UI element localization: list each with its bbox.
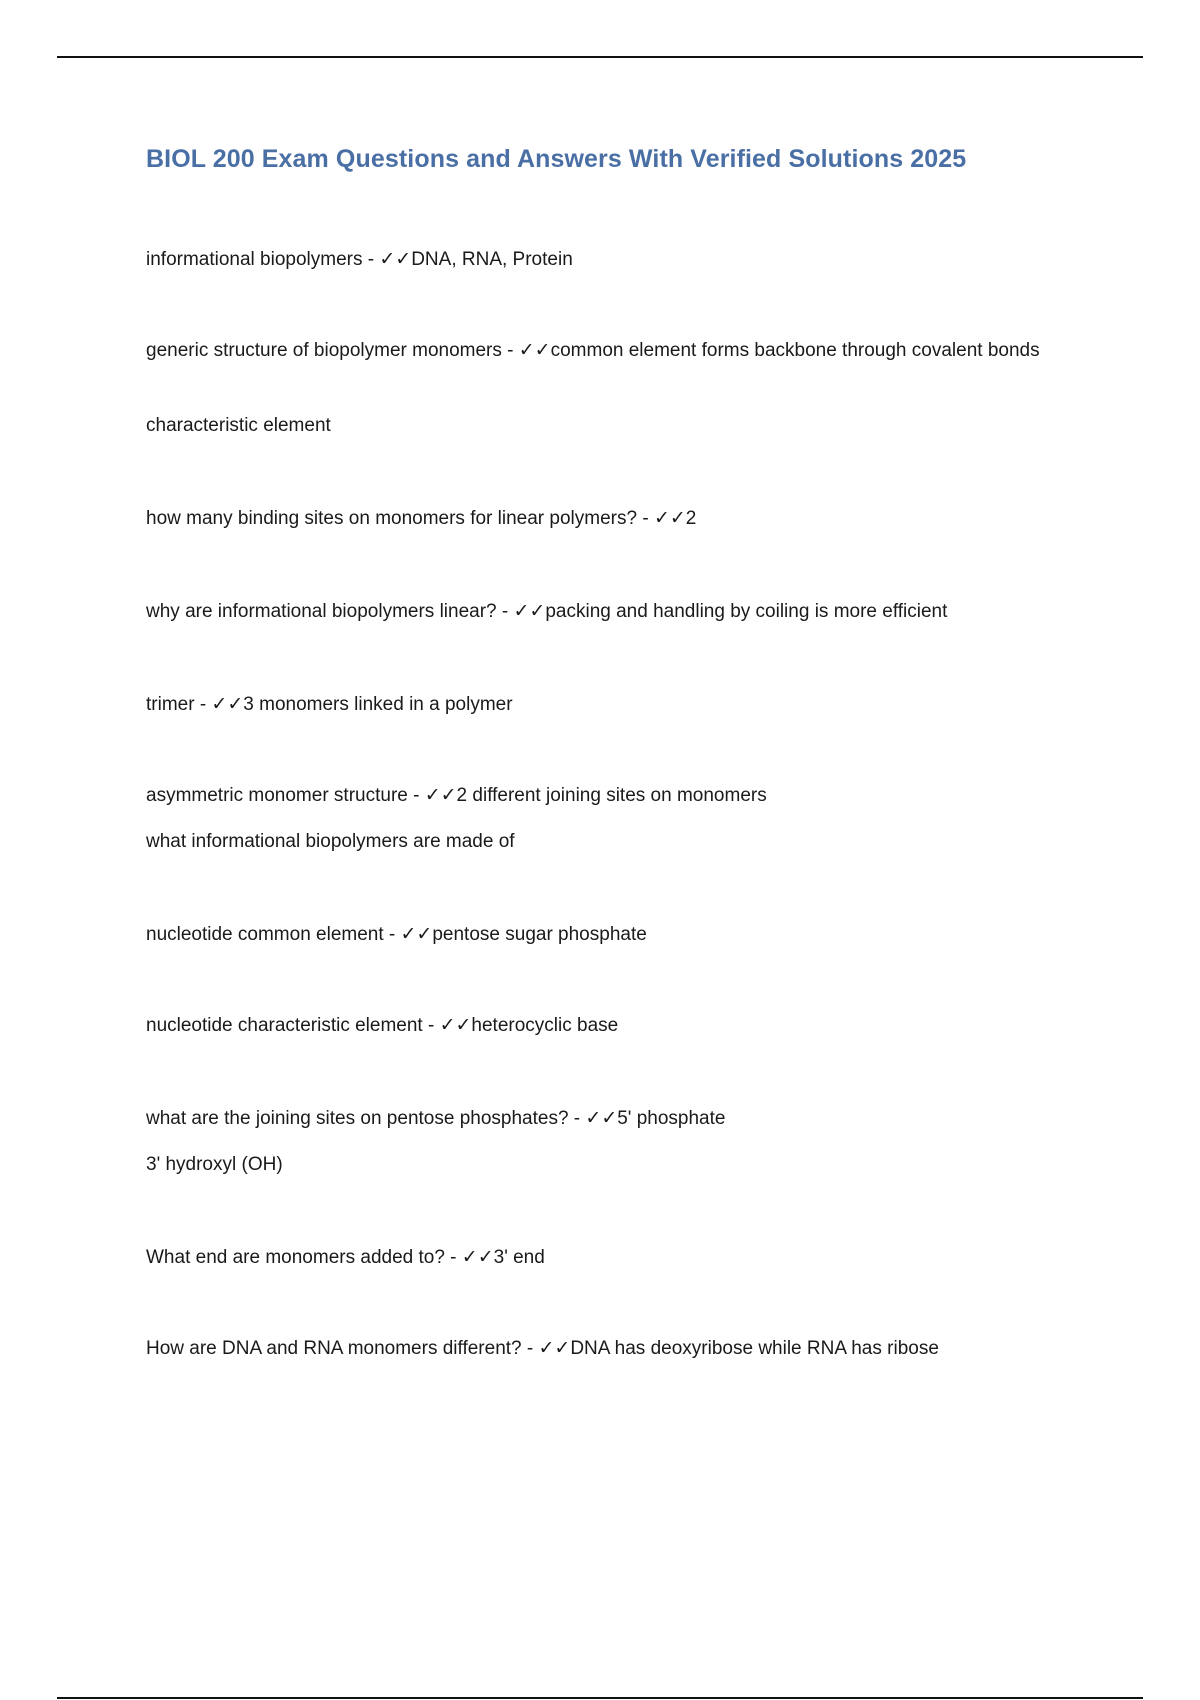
footer-rule [57,1697,1143,1699]
qa-line: informational biopolymers - ✓✓DNA, RNA, Protein [146,249,573,270]
qa-line: characteristic element [146,415,331,436]
qa-line: asymmetric monomer structure - ✓✓2 different joining sites on monomers [146,785,767,806]
qa-line: what are the joining sites on pentose phosphates? - ✓✓5' phosphate [146,1108,726,1129]
header-rule [57,56,1143,58]
qa-line: How are DNA and RNA monomers different? - ✓✓DNA has deoxyribose while RNA has ribose [146,1338,939,1359]
qa-line: generic structure of biopolymer monomers - ✓✓common element forms backbone through covalent bonds [146,340,1040,361]
qa-line: trimer - ✓✓3 monomers linked in a polymer [146,694,513,715]
qa-line: nucleotide characteristic element - ✓✓heterocyclic base [146,1015,619,1036]
qa-line: nucleotide common element - ✓✓pentose sugar phosphate [146,924,647,945]
qa-line: What end are monomers added to? - ✓✓3' end [146,1247,545,1268]
page-title: BIOL 200 Exam Questions and Answers With Verified Solutions 2025 [146,145,967,173]
qa-line: how many binding sites on monomers for linear polymers? - ✓✓2 [146,508,697,529]
qa-line: what informational biopolymers are made of [146,831,515,852]
qa-line: 3' hydroxyl (OH) [146,1154,283,1175]
qa-line: why are informational biopolymers linear? - ✓✓packing and handling by coiling is more efficient [146,601,948,622]
